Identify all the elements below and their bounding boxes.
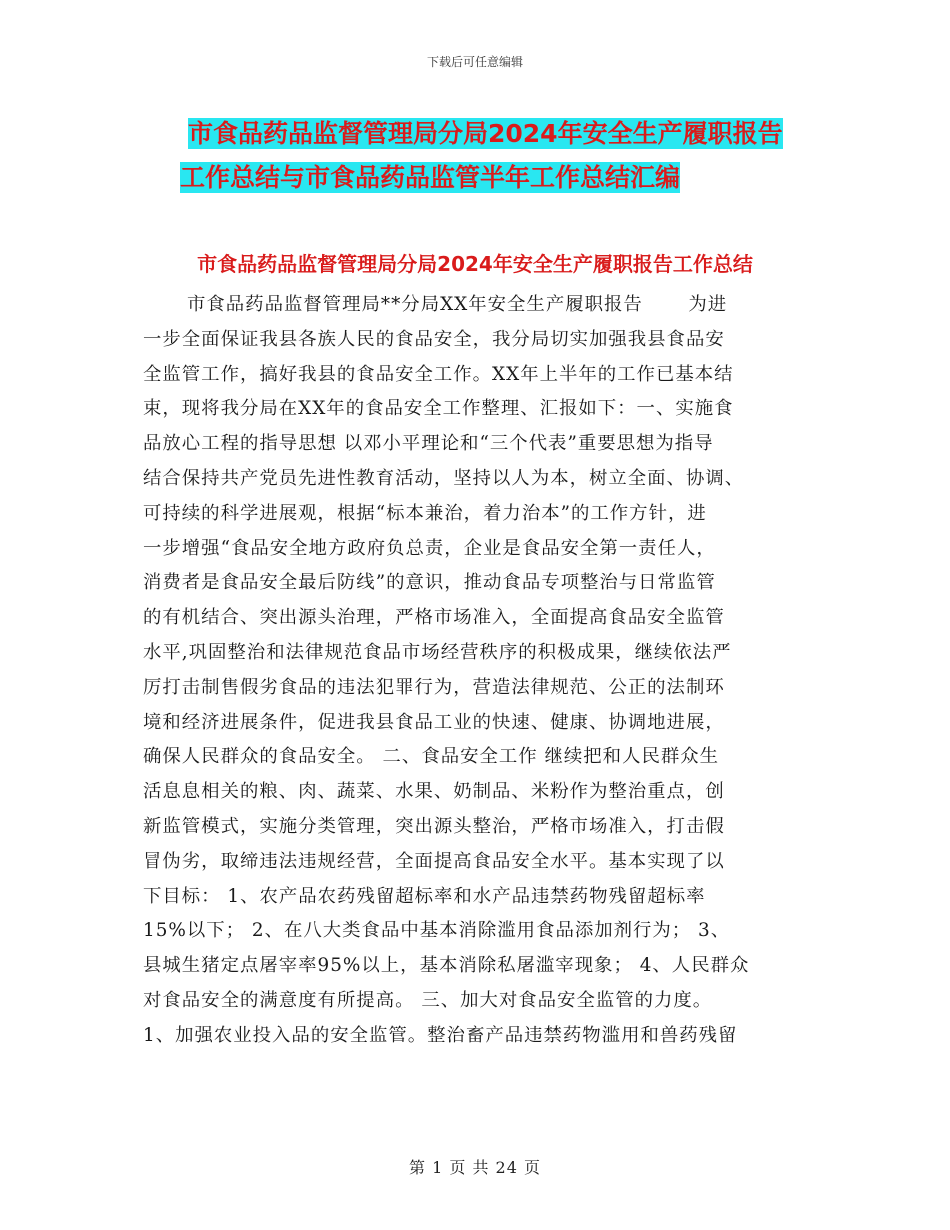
body-paragraph bbox=[143, 288, 813, 1054]
body-line: 活息息相关的粮、肉、蔬菜、水果、奶制品、米粉作为整治重点，创 bbox=[143, 781, 725, 803]
body-line: 确保人民群众的食品安全。 二、食品安全工作 继续把和人民群众生 bbox=[143, 746, 720, 768]
body-line: 一步全面保证我县各族人民的食品安全，我分局切实加强我县食品安 bbox=[143, 328, 725, 350]
body-line: 结合保持共产党员先进性教育活动，坚持以人为本，树立全面、协调、 bbox=[143, 467, 745, 489]
body-line: 下目标： 1、农产品农药残留超标率和水产品违禁药物残留超标率 bbox=[143, 885, 706, 907]
body-line: 消费者是食品安全最后防线”的意识，推动食品专项整治与日常监管 bbox=[143, 572, 716, 594]
header-note: 下载后可任意编辑 bbox=[426, 55, 523, 69]
document-title bbox=[130, 112, 830, 200]
body-line: 对食品安全的满意度有所提高。 三、加大对食品安全监管的力度。 bbox=[143, 989, 713, 1011]
page-footer: 第 1 页 共 24 页 bbox=[409, 1158, 541, 1177]
body-line: 一步增强“食品安全地方政府负总责，企业是食品安全第一责任人， bbox=[143, 537, 716, 559]
body-line: 厉打击制售假劣食品的违法犯罪行为，营造法律规范、公正的法制环 bbox=[143, 676, 725, 698]
section-title: 市食品药品监督管理局分局2024年安全生产履职报告工作总结 bbox=[197, 252, 753, 276]
body-line: 冒伪劣，取缔违法违规经营，全面提高食品安全水平。基本实现了以 bbox=[143, 850, 725, 872]
body-line: 品放心工程的指导思想 以邓小平理论和“三个代表”重要思想为指导 bbox=[143, 433, 714, 455]
body-line: 1、加强农业投入品的安全监管。整治畜产品违禁药物滥用和兽药残留 bbox=[143, 1024, 738, 1046]
document-title-line-1 bbox=[130, 112, 830, 156]
body-line: 束，现将我分局在XX年的食品安全工作整理、汇报如下：一、实施食 bbox=[143, 398, 734, 420]
document-title-line-2 bbox=[130, 156, 830, 200]
body-line: 市食品药品监督管理局**分局XX年安全生产履职报告 为进 bbox=[187, 294, 728, 315]
body-line: 可持续的科学进展观，根据“标本兼治，着力治本”的工作方针，进 bbox=[143, 502, 707, 524]
body-line: 的有机结合、突出源头治理，严格市场准入，全面提高食品安全监管 bbox=[143, 607, 725, 629]
body-line: 15%以下； 2、在八大类食品中基本消除滥用食品添加剂行为； 3、 bbox=[143, 920, 731, 942]
body-line: 水平,巩固整治和法律规范食品市场经营秩序的积极成果，继续依法严 bbox=[143, 641, 732, 663]
body-line: 县城生猪定点屠宰率95%以上，基本消除私屠滥宰现象； 4、人民群众 bbox=[143, 955, 750, 977]
title-highlight: 市食品药品监督管理局分局2024年安全生产履职报告 bbox=[188, 119, 783, 148]
body-line: 新监管模式，实施分类管理，突出源头整治，严格市场准入，打击假 bbox=[143, 815, 725, 837]
title-highlight: 工作总结与市食品药品监管半年工作总结汇编 bbox=[180, 163, 681, 192]
body-line: 境和经济进展条件，促进我县食品工业的快速、健康、协调地进展， bbox=[143, 711, 725, 733]
body-line: 全监管工作，搞好我县的食品安全工作。XX年上半年的工作已基本结 bbox=[143, 363, 734, 385]
